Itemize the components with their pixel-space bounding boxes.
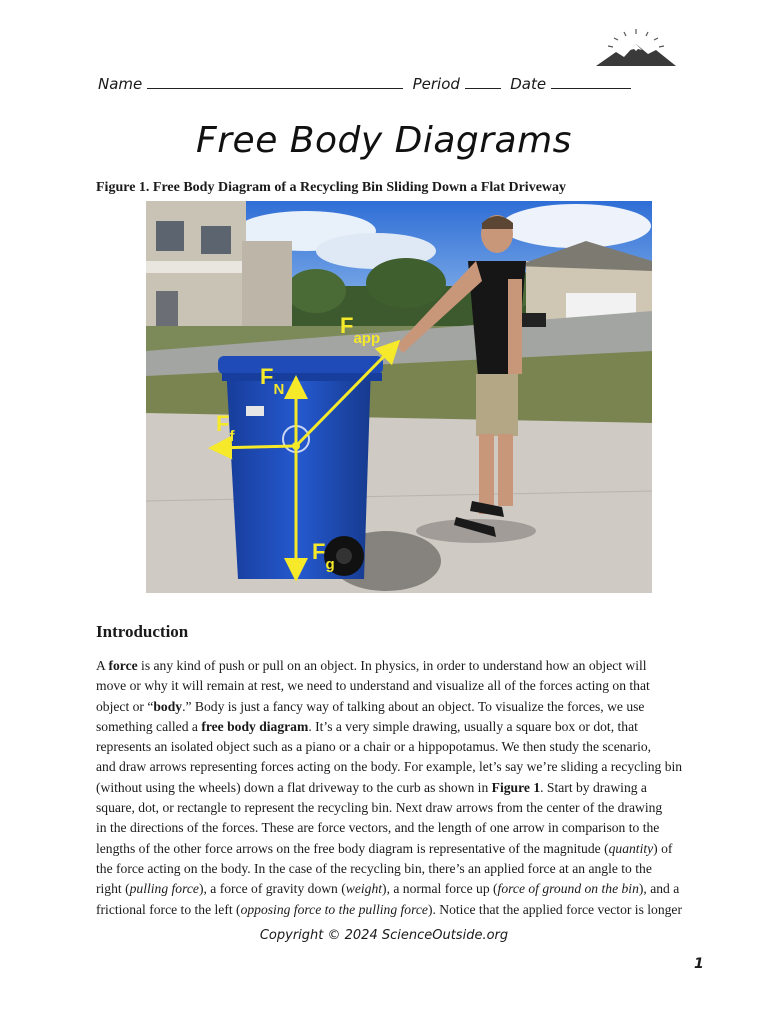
text-run: and draw arrows representing forces acting on the body. For example, let’s say we’re sliding a recycling bin	[96, 759, 683, 775]
italic-term: force of ground on the bin	[497, 881, 639, 897]
copyright-notice: Copyright © 2024 ScienceOutside.org	[259, 928, 509, 943]
text-run: in the directions of the forces. These are force vectors, and the length of one arrow in comparison to the	[96, 820, 660, 836]
paragraph-line	[96, 798, 708, 818]
page-number: 1	[694, 956, 704, 972]
paragraph-line	[96, 656, 708, 676]
bold-term: body	[153, 698, 183, 714]
italic-term: quantity	[608, 840, 654, 856]
page-title: Free Body Diagrams	[196, 120, 572, 161]
text-run: represents an isolated object such as a piano or a chair or a hippopotamus. We then study the scenario,	[96, 739, 652, 755]
paragraph-line	[96, 859, 708, 879]
paragraph-line	[96, 778, 708, 798]
text-run: lengths of the other force arrows on the free body diagram is representative of the magnitude (	[96, 840, 609, 856]
paragraph-line	[96, 737, 708, 757]
text-run: . Start by drawing a	[540, 779, 647, 795]
text-run: is any kind of push or pull on an object. In physics, in order to understand how an object will	[137, 658, 647, 673]
bold-term: free body diagram	[201, 718, 309, 734]
introduction-paragraph	[96, 656, 708, 920]
paragraph-line	[96, 676, 708, 696]
bold-term: Figure 1	[491, 779, 541, 795]
section-heading-introduction: Introduction	[96, 622, 189, 641]
text-run: (without using the wheels) down a flat driveway to the curb as shown in	[96, 779, 492, 795]
text-run: . It’s a very simple drawing, usually a square box or dot, that	[308, 718, 638, 734]
date-blank[interactable]	[551, 74, 631, 89]
text-run: ), a normal force up (	[382, 881, 498, 897]
period-blank[interactable]	[465, 74, 501, 89]
paragraph-line	[96, 757, 708, 777]
text-run: right (	[96, 881, 130, 897]
normal-force-label: $F_N$	[260, 364, 285, 398]
text-run: frictional force to the left (	[96, 901, 241, 917]
text-run: something called a	[96, 718, 202, 734]
mountain-logo-icon	[594, 26, 678, 74]
friction-force-label: $F_f$	[216, 411, 235, 445]
text-run: .” Body is just a fancy way of talking about an object. To visualize the forces, we use	[182, 698, 645, 714]
text-run: ). Notice that the applied force vector is longer	[427, 901, 682, 917]
text-run: object or “	[96, 698, 154, 714]
text-run: move or why it will remain at rest, we need to understand and visualize all of the forces acting on that	[96, 678, 650, 694]
italic-term: pulling force	[129, 881, 199, 897]
bold-term: force	[108, 658, 138, 673]
italic-term: weight	[345, 881, 383, 897]
paragraph-line	[96, 879, 708, 899]
free-body-diagram-figure	[146, 201, 652, 593]
italic-term: opposing force to the pulling force	[240, 901, 428, 917]
text-run: A	[96, 658, 109, 673]
date-label: Date	[510, 75, 547, 93]
student-info-line	[98, 74, 698, 96]
figure-caption: Figure 1. Free Body Diagram of a Recycling Bin Sliding Down a Flat Driveway	[96, 180, 567, 195]
text-run: ) of	[653, 840, 673, 856]
paragraph-line	[96, 900, 708, 920]
text-run: ), and a	[638, 881, 680, 897]
gravity-force-label: $F_g$	[312, 539, 335, 573]
period-label: Period	[412, 75, 460, 93]
applied-force-label: $F_{app}$	[340, 313, 381, 347]
name-blank[interactable]	[147, 74, 403, 89]
paragraph-line	[96, 818, 708, 838]
friction-force-arrow	[214, 446, 296, 448]
paragraph-line	[96, 839, 708, 859]
paragraph-line	[96, 697, 708, 717]
name-label: Name	[98, 75, 143, 93]
text-run: the force acting on the body. In the case of the recycling bin, there’s an applied force at an angle to the	[96, 860, 652, 876]
text-run: ), a force of gravity down (	[198, 881, 346, 897]
text-run: square, dot, or rectangle to represent the recycling bin. Next draw arrows from the center of the drawing	[96, 800, 663, 816]
paragraph-line	[96, 717, 708, 737]
